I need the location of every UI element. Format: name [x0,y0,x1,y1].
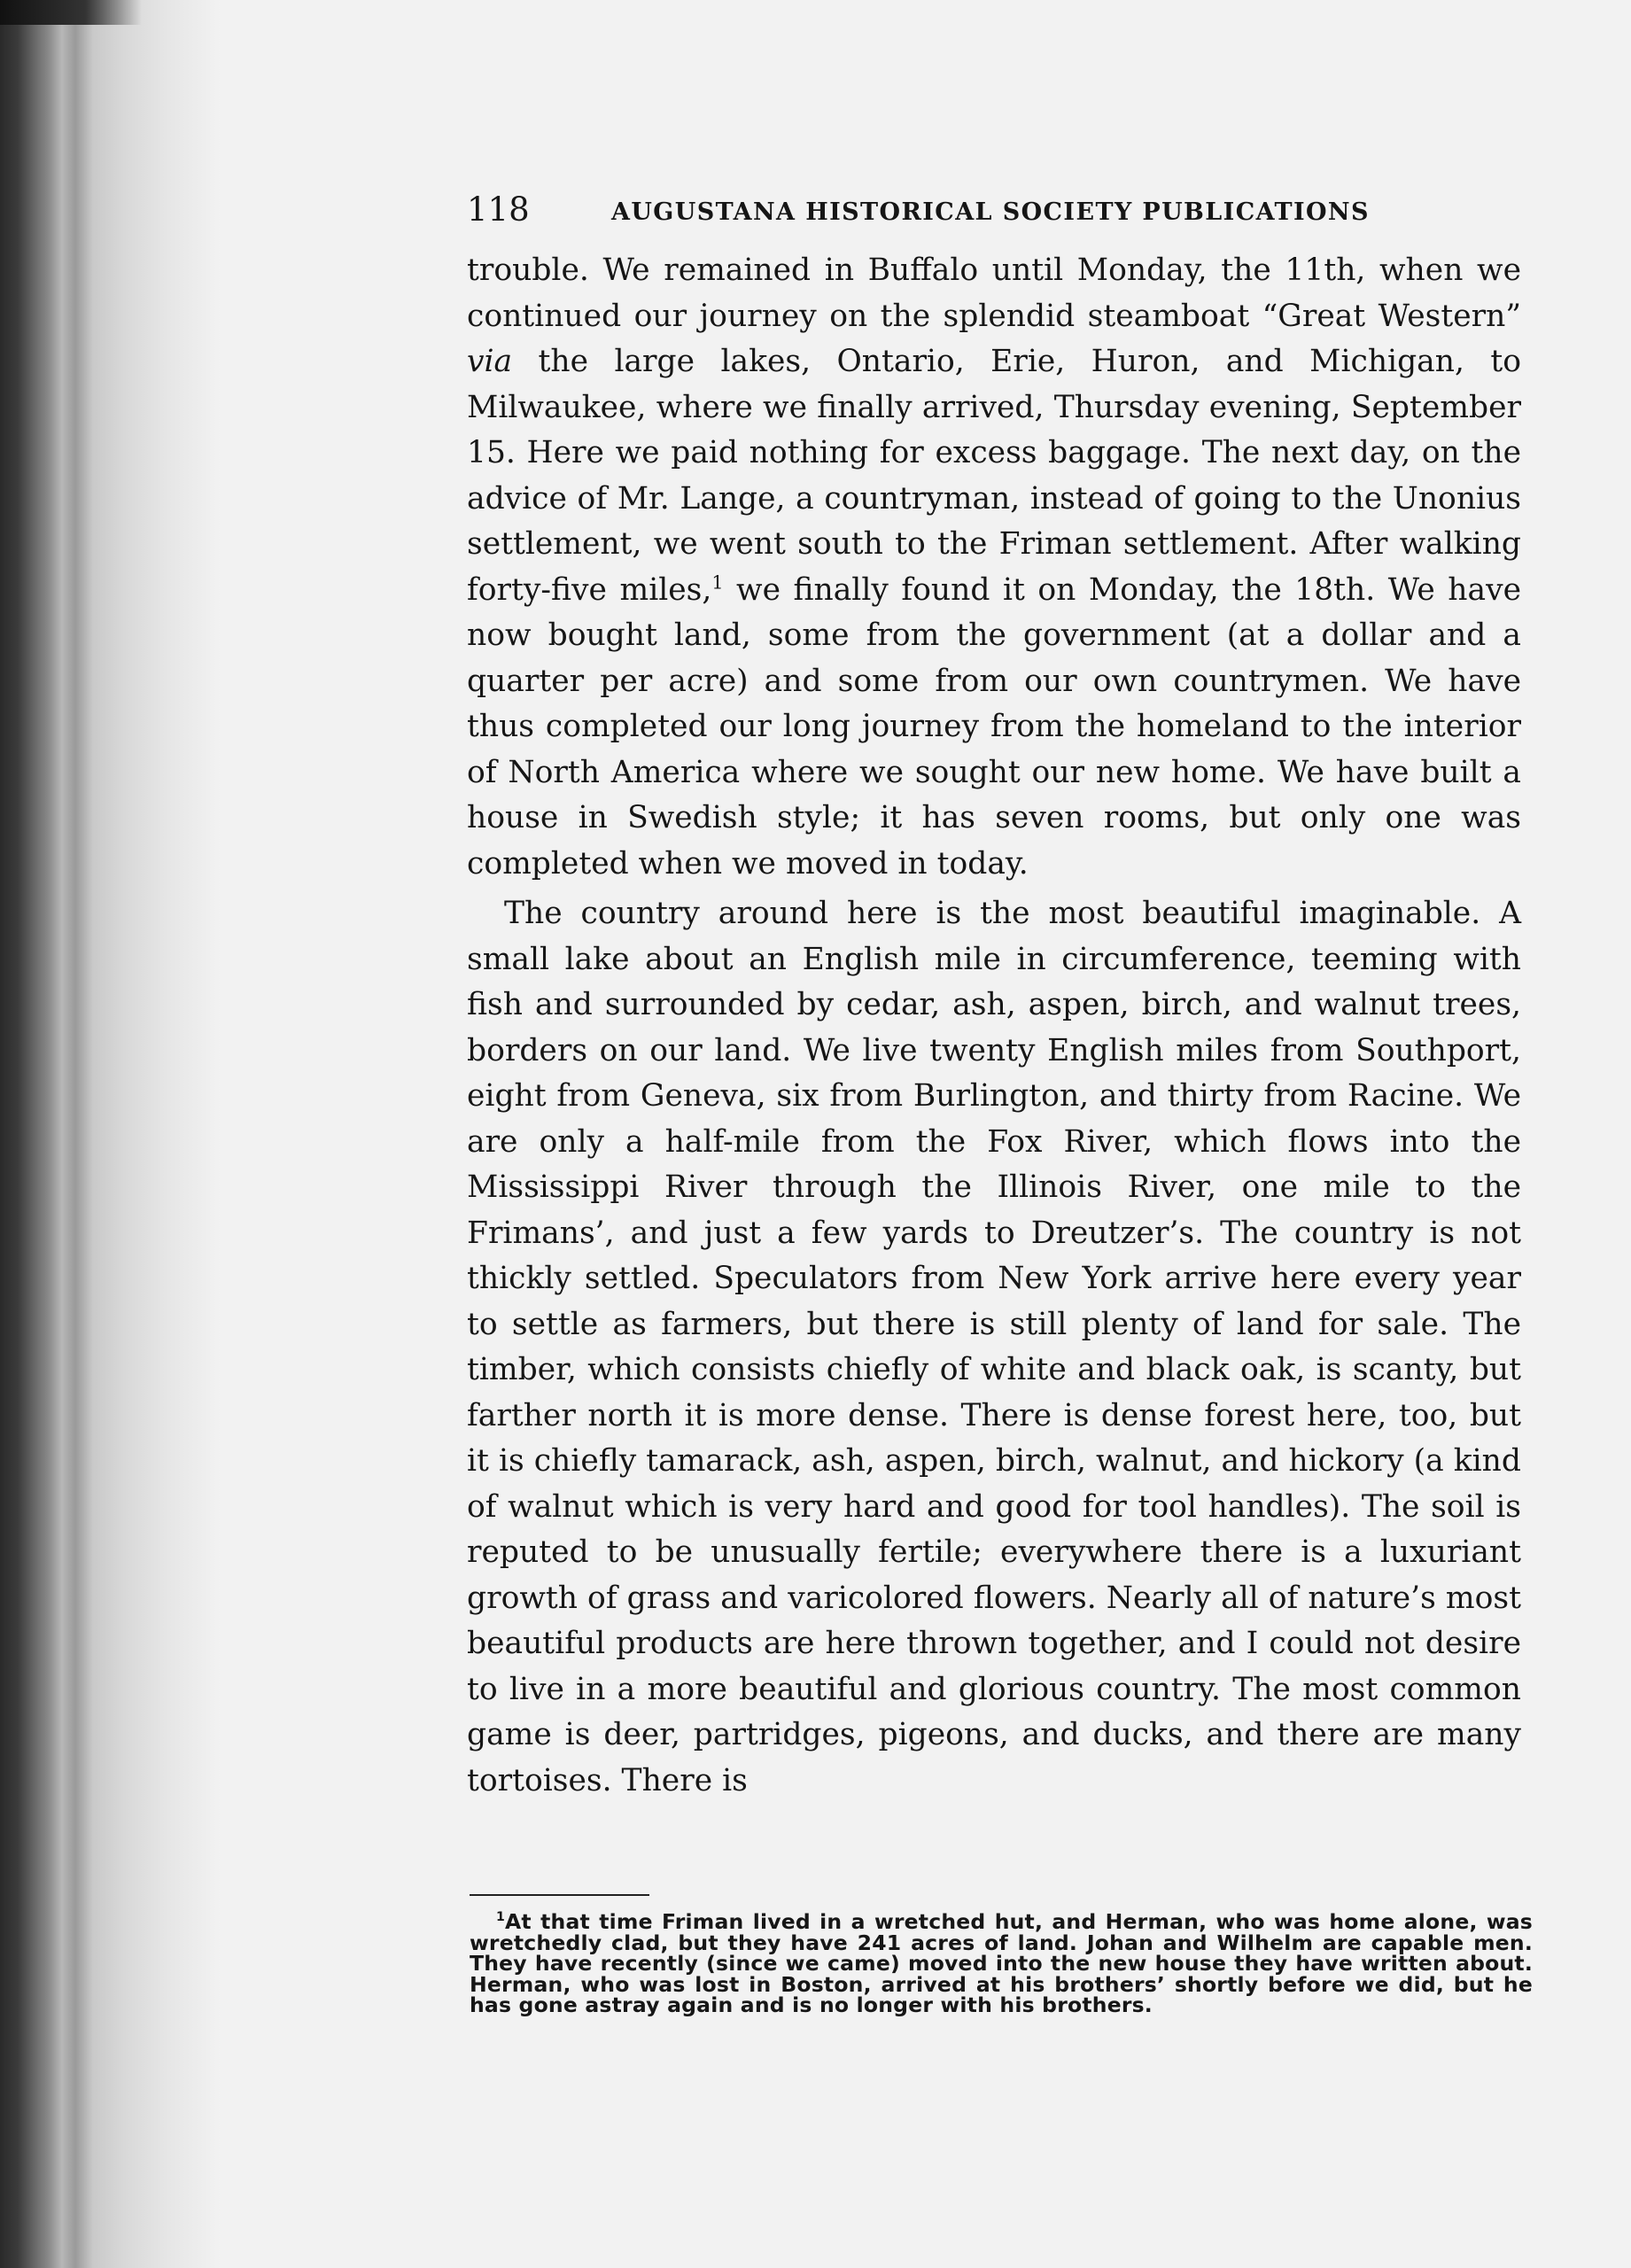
footnote-divider [470,1894,649,1896]
footnote [470,1909,1533,2017]
footnote-marker: 1 [496,1910,506,1925]
book-spine-shadow [0,0,221,2268]
paragraph-1-part-2: the large lakes, Ontario, Erie, Huron, and Michigan, to Milwaukee, where we finally arrived, Thursday evening, September 15. Here we paid nothing for excess baggage. The next day, on the advice of Mr. Lange, a countryman, instead of going to the Unonius settlement, we went south to the Friman settlement. After walking forty-five miles, [467,344,1521,608]
paragraph-2: The country around here is the most beautiful imaginable. A small lake about an English mile in circumference, teeming with fish and surrounded by cedar, ash, aspen, birch, and walnut trees, borders on our land. We live twenty English miles from Southport, eight from Geneva, six from Burlington, and thirty from Racine. We are only a half-mile from the Fox River, which flows into the Mississippi River through the Illinois River, one mile to the Frimans’, and just a few yards to Dreutzer’s. The country is not thickly settled. Speculators from New York arrive here every year to settle as farmers, but there is still plenty of land for sale. The timber, which consists chiefly of white and black oak, is scanty, but farther north it is more dense. There is dense forest here, too, but it is chiefly tamarack, ash, aspen, birch, walnut, and hickory (a kind of walnut which is very hard and good for tool handles). The soil is reputed to be unusually fertile; everywhere there is a luxuriant growth of grass and varicolored flowers. Nearly all of nature’s most beautiful products are here thrown together, and I could not desire to live in a more beautiful and glorious country. The most common game is deer, partridges, pigeons, and ducks, and there are many tortoises. There is [467,896,1521,1798]
spine-top-edge [0,0,142,25]
italic-via: via [467,344,513,379]
running-head: AUGUSTANA HISTORICAL SOCIETY PUBLICATIONS [611,198,1370,226]
paragraph-1-part-3: we finally found it on Monday, the 18th. We have now bought land, some from the government (at a dollar and a quarter per acre) and some from our own countrymen. We have thus completed our long journey from the homeland to the interior of North America where we sought our new home. We have built a house in Swedish style; it has seven rooms, but only one was completed when we moved in today. [467,571,1521,882]
page-header [467,188,1530,232]
main-text [467,248,1521,1804]
footnote-reference: 1 [711,571,724,593]
paragraph-1 [467,248,1521,887]
paragraph-1-part-1: trouble. We remained in Buffalo until Monday, the 11th, when we continued our journey on the splendid steamboat “Great Western” [467,252,1521,334]
footnote-text: At that time Friman lived in a wretched hut, and Herman, who was home alone, was wretchedly clad, but they have 241 acres of land. Johan and Wilhelm are capable men. They have recently (since we came) moved into the new house they have written about. Herman, who was lost in Boston, arrived at his brothers’ shortly before we did, but he has gone astray again and is no longer with his brothers. [470,1909,1533,2017]
page-number: 118 [467,190,530,229]
